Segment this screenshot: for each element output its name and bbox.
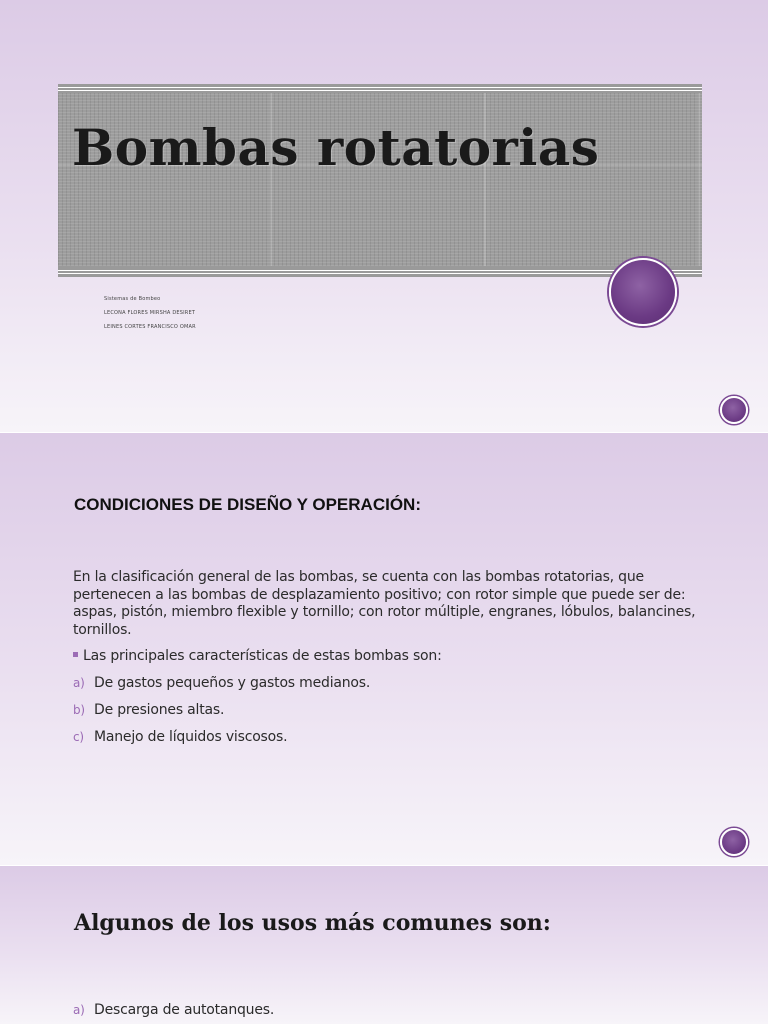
list-item — [73, 702, 224, 718]
list-marker: c) — [73, 730, 84, 744]
slide2-heading: CONDICIONES DE DISEÑO Y OPERACIÓN: — [74, 495, 421, 514]
slide3-heading: Algunos de los usos más comunes son: — [74, 910, 551, 936]
presentation-title: Bombas rotatorias — [72, 118, 600, 177]
subtitle-list — [104, 295, 196, 337]
list-item — [73, 729, 287, 745]
slide-title — [0, 0, 768, 432]
list-marker: b) — [73, 703, 85, 717]
subtitle-author-1: LECONA FLORES MIRSHA DESIRET — [104, 310, 196, 316]
bullet-text: Las principales características de estas bombas son: — [83, 648, 442, 664]
list-item-text: De gastos pequeños y gastos medianos. — [94, 675, 371, 691]
slide-nav-circle-icon[interactable] — [720, 828, 748, 856]
subtitle-author-2: LEINES CORTES FRANCISCO OMAR — [104, 324, 196, 330]
slide2-paragraph: En la clasificación general de las bombas, se cuenta con las bombas rotatorias, que pertenecen a las bombas de desplazamiento positivo; con rotor simple que puede ser de: aspas, pistón, miembro flexible y tornillo; con rotor múltiple, engranes, lóbulos, balancines, tornillos. — [73, 569, 696, 638]
decorative-circle-icon — [609, 258, 677, 326]
slide-design-conditions — [0, 433, 768, 865]
list-item-text: De presiones altas. — [94, 702, 225, 718]
slide-nav-circle-icon[interactable] — [720, 396, 748, 424]
bullet-item — [73, 648, 442, 664]
list-marker: a) — [73, 1003, 85, 1017]
list-item — [73, 675, 370, 691]
list-item-text: Descarga de autotanques. — [94, 1002, 275, 1018]
list-marker: a) — [73, 676, 85, 690]
list-item — [73, 1002, 274, 1018]
list-item-text: Manejo de líquidos viscosos. — [94, 729, 288, 745]
slide-common-uses — [0, 866, 768, 1024]
square-bullet-icon — [73, 652, 78, 657]
subtitle-course: Sistemas de Bombeo — [104, 296, 161, 302]
